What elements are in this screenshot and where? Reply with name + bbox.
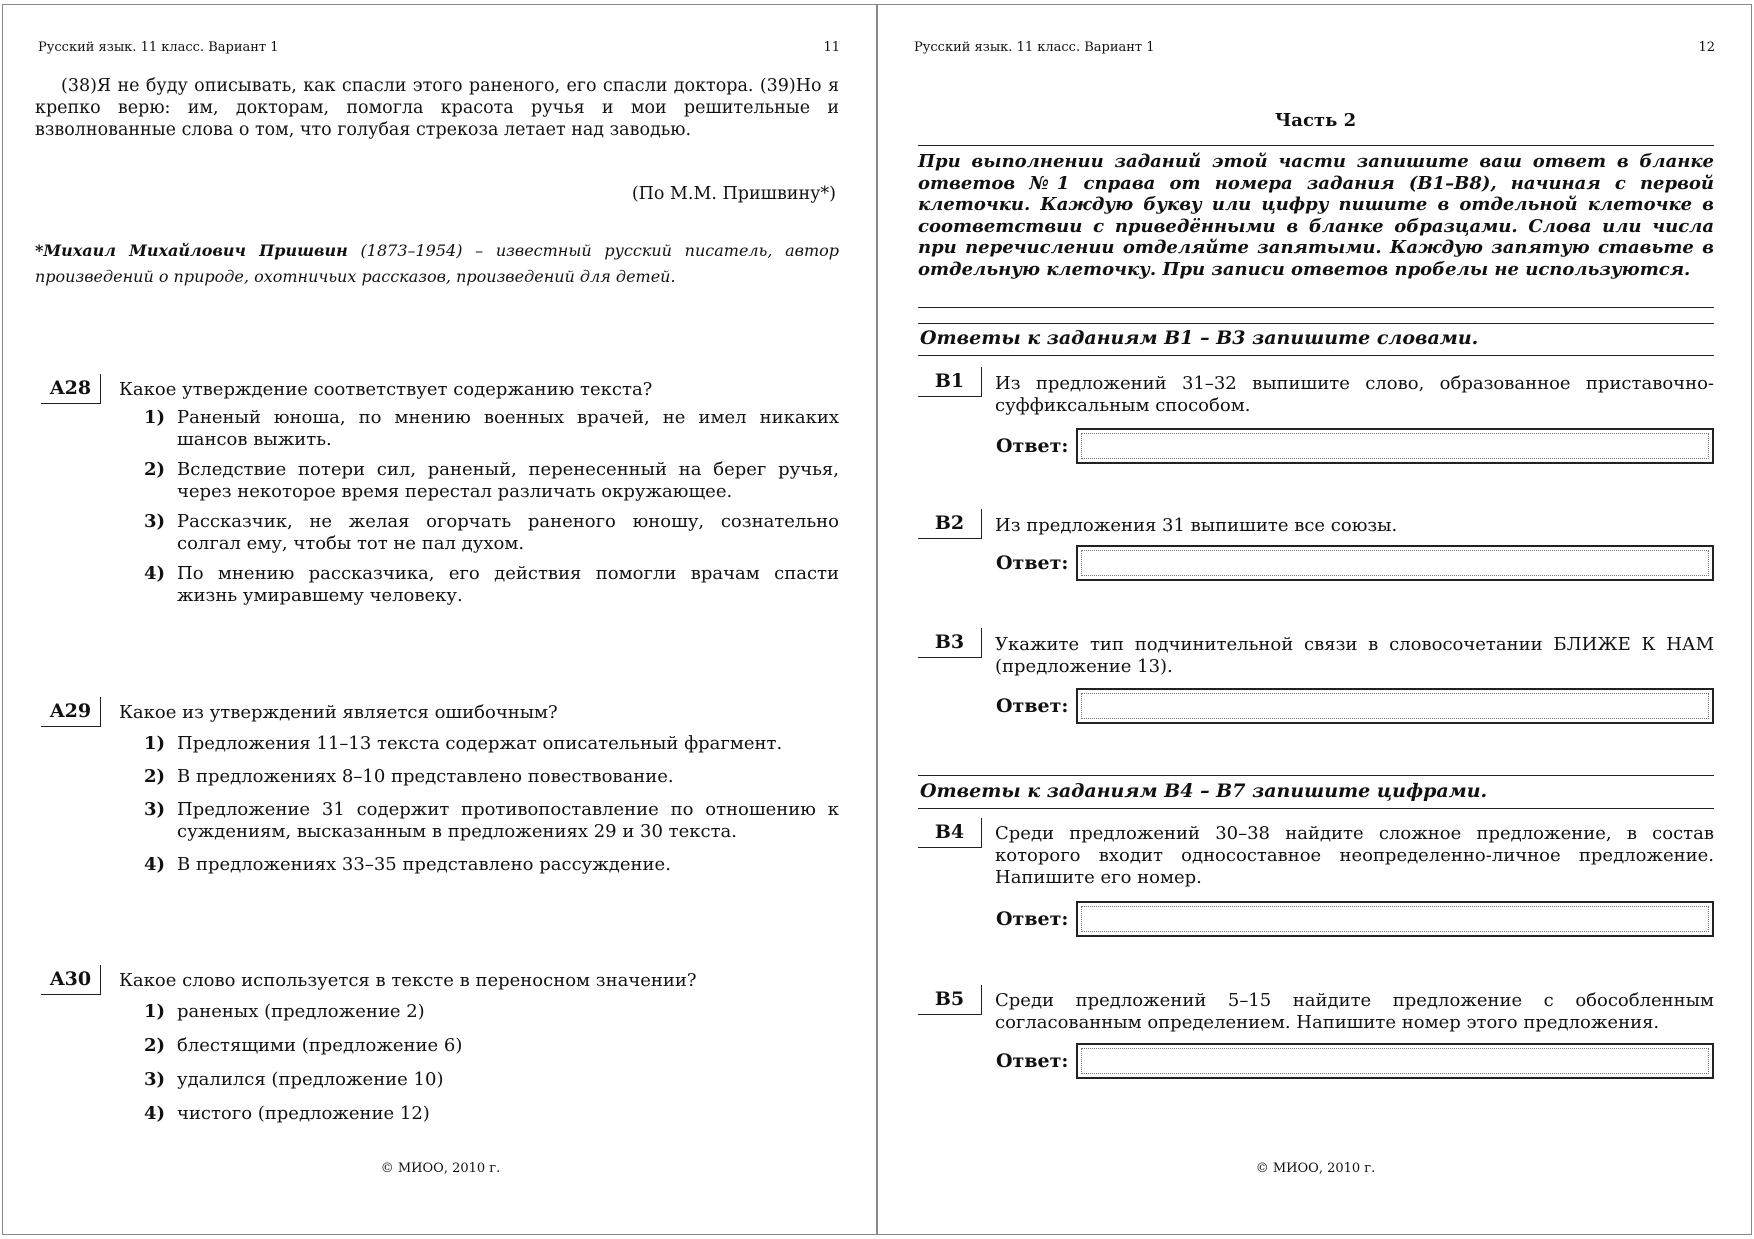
options-a28: [144, 407, 839, 607]
option-item: [144, 854, 839, 876]
option-item: [144, 459, 839, 503]
divider: [918, 775, 1714, 776]
option-number: 1): [144, 407, 166, 428]
answer-label: Ответ:: [996, 1050, 1069, 1072]
footnote: [35, 238, 839, 290]
option-item: [144, 766, 839, 788]
option-number: 3): [144, 511, 166, 532]
page-number: 11: [823, 40, 840, 55]
page-footer: © МИОО, 2010 г.: [1255, 1161, 1376, 1176]
part-instructions: При выполнении заданий этой части запишите ваш ответ в бланке ответов №1 справа от номера задания (В1–В8), начиная с первой клеточки. Каждую букву или цифру пишите в отдельной клеточке в соответствии с приведёнными в бланке образцами. Слова или числа при перечислении отделяйте запятыми. Каждую запятую ставьте в отдельную клеточку. При записи ответов пробелы не используются.: [918, 151, 1714, 280]
option-item: [144, 733, 839, 755]
question-text-b5: Среди предложений 5–15 найдите предложение с обособленным согласованным определением. Напишите номер этого предложения.: [995, 990, 1714, 1033]
option-number: 4): [144, 1103, 166, 1124]
question-text-a29: Какое из утверждений является ошибочным?: [119, 702, 558, 723]
divider: [918, 307, 1714, 308]
answer-input-b1[interactable]: [1076, 428, 1714, 464]
question-tag-b2: B2: [918, 509, 982, 539]
question-text-b1: Из предложений 31–32 выпишите слово, образованное приставочно-суффиксальным способом.: [995, 373, 1714, 416]
divider: [918, 323, 1714, 324]
page-number: 12: [1698, 40, 1715, 55]
footnote-author: *Михаил Михайлович Пришвин: [35, 241, 348, 260]
answer-label: Ответ:: [996, 435, 1069, 457]
answer-field: [1081, 1048, 1709, 1074]
answer-label: Ответ:: [996, 695, 1069, 717]
option-text: В предложениях 8–10 представлено повествование.: [177, 766, 674, 787]
question-tag-a29: A29: [41, 697, 101, 727]
footnote-text: (1873–1954) – известный русский писатель, автор произведений о природе, охотничьих рассказов, произведений для детей.: [35, 241, 839, 286]
option-item: [144, 1103, 839, 1125]
answer-input-b2[interactable]: [1076, 545, 1714, 581]
answer-input-b4[interactable]: [1076, 901, 1714, 937]
section-heading-digits: Ответы к заданиям В4 – В7 запишите цифрами.: [920, 780, 1488, 802]
question-tag-b4: B4: [918, 818, 982, 848]
option-item: [144, 1069, 839, 1091]
section-heading-words: Ответы к заданиям В1 – В3 запишите словами.: [920, 327, 1479, 349]
page-header-title: Русский язык. 11 класс. Вариант 1: [914, 40, 1155, 55]
options-a29: [144, 733, 839, 876]
question-tag-b1: B1: [918, 367, 982, 397]
option-item: [144, 1001, 839, 1023]
answer-field: [1081, 433, 1709, 459]
question-text-a28: Какое утверждение соответствует содержанию текста?: [119, 379, 653, 400]
question-tag-a30: A30: [41, 965, 101, 995]
option-item: [144, 799, 839, 843]
answer-label: Ответ:: [996, 552, 1069, 574]
option-number: 4): [144, 563, 166, 584]
option-text: чистого (предложение 12): [177, 1103, 430, 1124]
text-fragment: (38)Я не буду описывать, как спасли этого раненого, его спасли доктора. (39)Но я крепко верю: им, докторам, помогла красота ручья и мои решительные и взволнованные слова о том, что голубая стрекоза летает над заводью.: [35, 76, 839, 140]
page-header-title: Русский язык. 11 класс. Вариант 1: [38, 40, 279, 55]
option-number: 3): [144, 799, 166, 820]
option-item: [144, 563, 839, 607]
option-text: Предложения 11–13 текста содержат описательный фрагмент.: [177, 733, 783, 754]
option-number: 2): [144, 1035, 166, 1056]
question-text-b3: Укажите тип подчинительной связи в словосочетании БЛИЖЕ К НАМ (предложение 13).: [995, 634, 1714, 677]
answer-field: [1081, 550, 1709, 576]
question-text-b4: Среди предложений 30–38 найдите сложное предложение, в состав которого входит односоставное неопределенно-личное предложение. Напишите его номер.: [995, 823, 1714, 888]
option-number: 1): [144, 733, 166, 754]
option-number: 2): [144, 766, 166, 787]
answer-label: Ответ:: [996, 908, 1069, 930]
option-text: Раненый юноша, по мнению военных врачей, не имел никаких шансов выжить.: [177, 407, 839, 450]
option-item: [144, 1035, 839, 1057]
option-text: Предложение 31 содержит противопоставление по отношению к суждениям, высказанным в предложениях 29 и 30 текста.: [177, 799, 839, 842]
option-number: 2): [144, 459, 166, 480]
divider: [918, 808, 1714, 809]
option-text: удалился (предложение 10): [177, 1069, 444, 1090]
question-text-b2: Из предложения 31 выпишите все союзы.: [995, 515, 1398, 536]
text-attribution: (По М.М. Пришвину*): [631, 184, 836, 204]
answer-field: [1081, 906, 1709, 932]
answer-field: [1081, 693, 1709, 719]
question-tag-a28: A28: [41, 374, 101, 404]
divider: [918, 355, 1714, 356]
option-text: Рассказчик, не желая огорчать раненого юношу, сознательно солгал ему, чтобы тот не пал духом.: [177, 511, 839, 554]
option-item: [144, 407, 839, 451]
option-number: 4): [144, 854, 166, 875]
option-item: [144, 511, 839, 555]
question-text-a30: Какое слово используется в тексте в переносном значении?: [119, 970, 697, 991]
question-tag-b3: B3: [918, 628, 982, 658]
option-text: Вследствие потери сил, раненый, перенесенный на берег ручья, через некоторое время перестал различать окружающее.: [177, 459, 839, 502]
page-12: [877, 4, 1752, 1235]
option-number: 3): [144, 1069, 166, 1090]
option-text: В предложениях 33–35 представлено рассуждение.: [177, 854, 671, 875]
option-text: По мнению рассказчика, его действия помогли врачам спасти жизнь умиравшему человеку.: [177, 563, 839, 606]
options-a30: [144, 1001, 839, 1125]
option-text: блестящими (предложение 6): [177, 1035, 463, 1056]
divider: [918, 145, 1714, 146]
option-number: 1): [144, 1001, 166, 1022]
page-11: [2, 4, 877, 1235]
answer-input-b3[interactable]: [1076, 688, 1714, 724]
option-text: раненых (предложение 2): [177, 1001, 425, 1022]
question-tag-b5: B5: [918, 985, 982, 1015]
part-title: Часть 2: [1274, 110, 1357, 131]
answer-input-b5[interactable]: [1076, 1043, 1714, 1079]
page-footer: © МИОО, 2010 г.: [380, 1161, 501, 1176]
